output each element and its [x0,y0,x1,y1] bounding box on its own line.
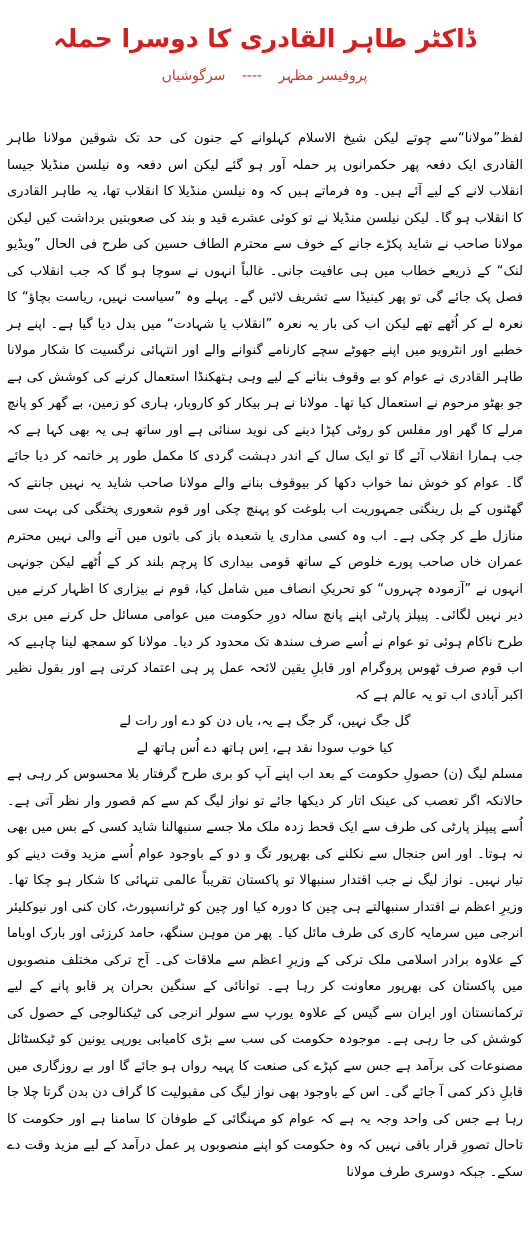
article-body [7,126,523,1186]
article-paragraph: مسلم لیگ (ن) حصولِ حکومت کے بعد اب اپنے آپ کو بری طرح گرفتار بلا محسوس کر رہی ہے حالانکہ اگر تعصب کی عینک اتار کر دیکھا جائے تو نواز لیگ کم سے کم قصور وار نظر آتی ہے۔ اُسے پیپلز پارٹی کی طرف سے ایک قحط زدہ ملک ملا جسے سنبھالنا شاید کسی کے بس میں بھی نہ ہوتا۔ اور اس جنجال سے نکلنے کی بھرپور تگ و دو کے باوجود عوام اُسے مزید وقت دینے کو تیار نہیں۔ نواز لیگ نے جب اقتدار سنبھالا تو پاکستان تقریباً عالمی تنہائی کا شکار ہو چکا تھا۔ وزیرِ اعظم نے اقتدار سنبھالتے ہی چین کا دورہ کیا اور چین کو ٹرانسپورٹ، کان کنی اور نیوکلیئر انرجی میں سرمایہ کاری کی طرف مائل کیا۔ پھر من موہن سنگھ، حامد کرزئی اور بارک اوباما کے علاوہ برادر اسلامی ملک ترکی کے وزیرِ اعظم سے ملاقات کی۔ آج ترکی مختلف منصوبوں میں پاکستان کی بھرپور معاونت کر رہا ہے۔ توانائی کے سنگین بحران پر قابو پانے کے لیے ترکمانستان اور ایران سے گیس کے علاوہ یورپ سے سولر انرجی کی ٹیکنالوجی کے حصول کی کوشش کی جا رہی ہے۔ موجودہ حکومت کی سب سے بڑی کامیابی یورپی یونین کو ٹیکسٹائل مصنوعات کی برآمد ہے جس سے کپڑے کی صنعت کا پہیہ رواں ہو جائے گا اور بے روزگاری میں قابلِ ذکر کمی آ جائے گی۔ اس کے باوجود بھی نواز لیگ کی مقبولیت کا گراف دن بدن گرتا چلا جا رہا ہے جس کی واحد وجہ یہ ہے کہ عوام کو مہنگائی کے طوفان کا سامنا ہے اور حکومت کا تاحال تصورِ قرار باقی نہیں کہ وہ حکومت کو اپنے منصوبوں پر عمل درآمد کے لیے مزید وقت دے سکے۔ جبکہ دوسری طرف مولانا [7,767,523,1180]
verse-line: کیا خوب سودا نقد ہے، اِس ہاتھ دے اُس ہاتھ لے [136,740,394,756]
article-byline [0,64,529,88]
article-header [0,0,529,120]
article-title: ڈاکٹر طاہر القادری کا دوسرا حملہ [53,24,476,53]
byline-separator: ---- [241,68,263,84]
byline-column: سرگوشیاں [161,68,226,84]
article-paragraph: لفظ”مولانا“سے چوتے لیکن شیخ الاسلام کہلوانے کے جنون کی حد تک شوقین مولانا طاہر القادری ایک دفعہ پھر حکمرانوں پر حملہ آور ہو گئے لیکن اس دفعہ وہ نیلسن منڈیلا جیسا انقلاب لانے کے لیے آئے ہیں۔ وہ فرماتے ہیں کہ وہ نیلسن منڈیلا کا انقلاب تھا، یہ طاہر القادری کا انقلاب ہو گا۔ لیکن نیلسن منڈیلا نے تو کوئی عشرے قید و بند کی صعوبتیں برداشت کیں لیکن مولانا صاحب نے شاید پکڑے جانے کے خوف سے محترم الطاف حسین کی طرح فی الحال ”ویڈیو لنک“ کے ذریعے خطاب میں ہی عافیت جانی۔ غالباً انہوں نے سوچا ہو گا کہ جب انقلاب کی فصل پک جائے گی تو پھر کینیڈا سے تشریف لائیں گے۔ پہلے وہ ”سیاست نہیں، ریاست بچاؤ“ کا نعرہ لے کر اُٹھے تھے لیکن اب کی بار یہ نعرہ ”انقلاب یا شہادت“ میں بدل دیا گیا ہے۔ اپنے ہر خطبے اور انٹرویو میں اپنے جھوٹے سچے کارنامے گنوانے والے اور انتہائی نرگسیت کا شکار مولانا طاہر القادری نے عوام کو بے وقوف بنانے کے لیے وہی ہتھکنڈا استعمال کرنے کی کوشش کی ہے جو بھٹو مرحوم نے استعمال کیا تھا۔ مولانا نے ہر بیکار کو کاروبار، ہاری کو زمین، بے گھر کو پانچ مرلے کا گھر اور مفلس کو روٹی کپڑا دینے کی نوید سنائی ہے اور ساتھ ہی یہ بھی کہا ہے کہ جب ہمارا انقلاب آئے گا تو ایک سال کے اندر دہشت گردی کا مکمل طور پر خاتمہ کر دیا جائے گا۔ عوام کو خوش نما خواب دکھا کر بیوقوف بنانے والے مولانا صاحب شاید یہ نہیں جانتے کہ گھٹنوں کے بل رینگتی جمہوریت اب بلوغت کو پہنچ چکی اور قوم شعوری پختگی کی بہت سی منازل طے کر چکی ہے۔ اب وہ کسی مداری یا شعبدہ باز کی باتوں میں آنے والی نہیں محترم عمران خاں صاحب پورے خلوص کے ساتھ قومی بیداری کا پرچم بلند کر کے اُٹھے لیکن جونہی انہوں نے ”آزمودہ چہروں“ کو تحریکِ انصاف میں شامل کیا، قوم نے بیزاری کا اظہار کرنے میں دیر نہیں لگائی۔ پیپلز پارٹی اپنے پانچ سالہ دورِ حکومت میں عوامی مسائل حل کرنے میں بری طرح ناکام ہوئی تو عوام نے اُسے صرف سندھ تک محدود کر دیا۔ مولانا کو سمجھ لینا چاہیے کہ اب قوم صرف ٹھوس پروگرام اور قابلِ یقین لائحہ عمل پر ہی اعتماد کرتی ہے اور بقول نظیر اکبر آبادی اب تو یہ عالم ہے کہ [7,131,523,703]
verse-line: گل جگ نہیں، گر جگ ہے یہ، یاں دن کو دے اور رات لے [119,714,411,729]
byline-author: پروفیسر مظہر [278,68,368,84]
